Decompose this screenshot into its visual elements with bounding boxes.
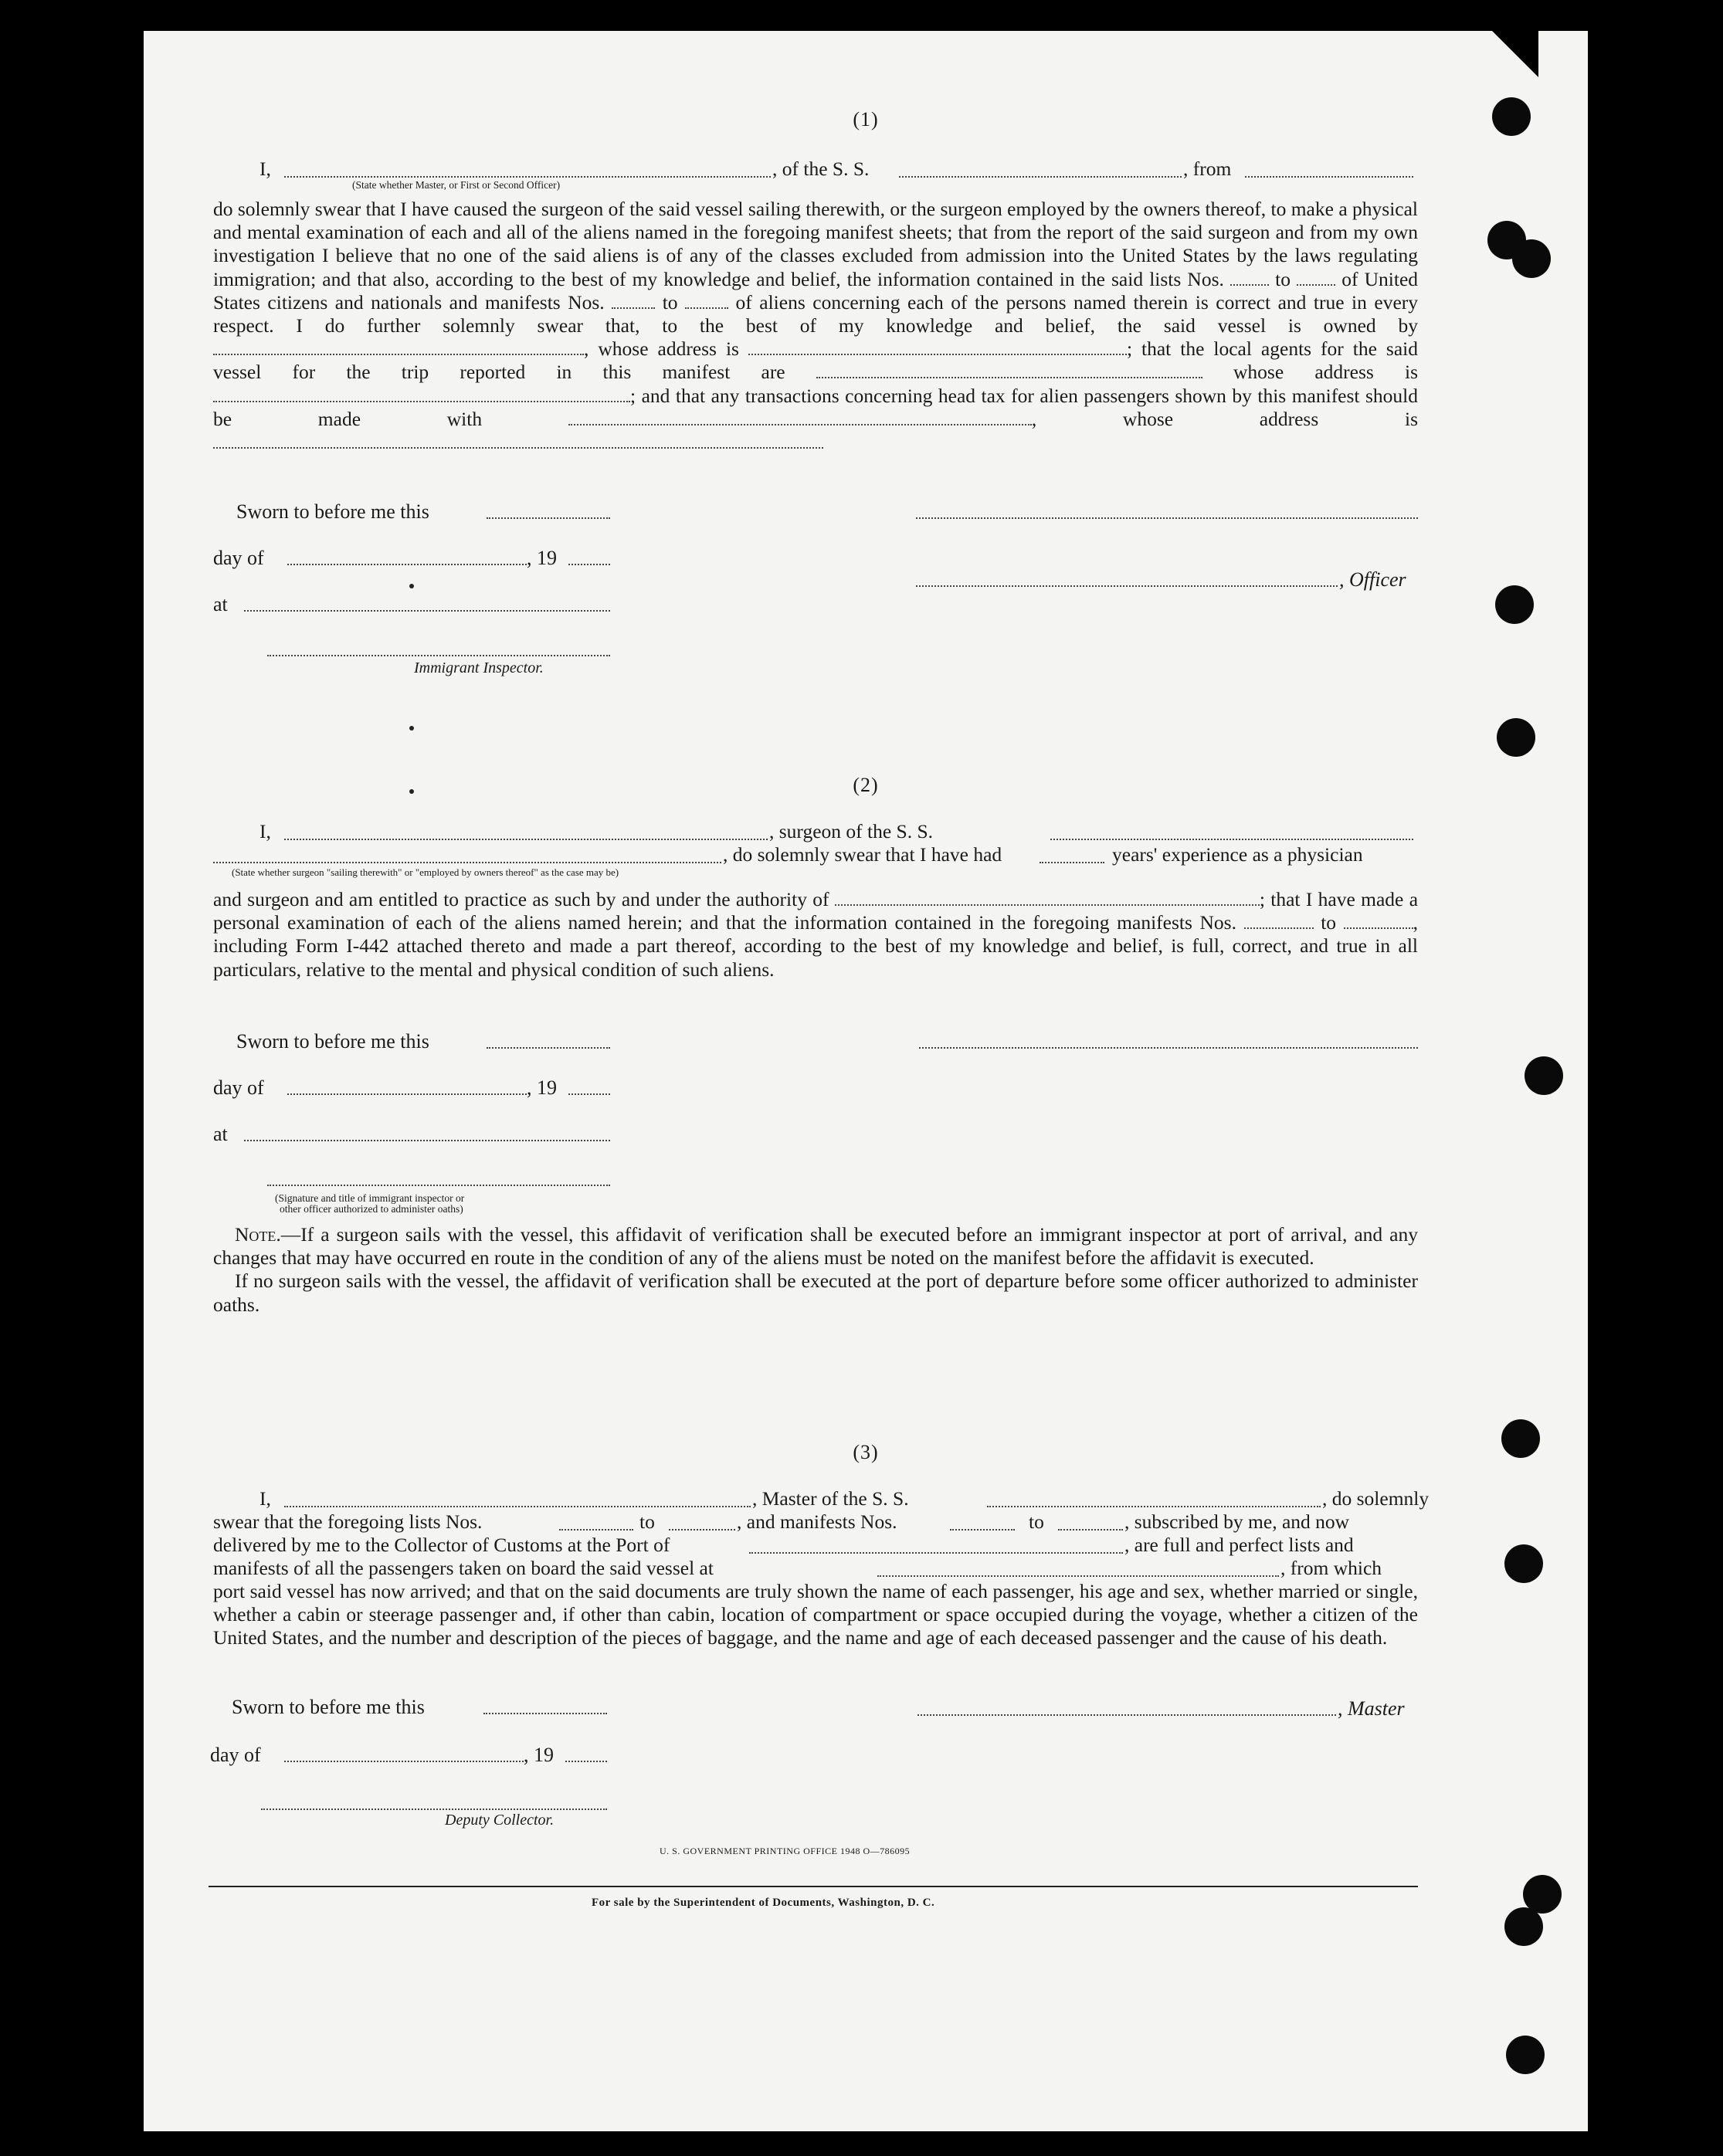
punch-hole <box>1504 1907 1543 1946</box>
s3-day-of: day of <box>210 1744 261 1766</box>
from-port-field[interactable] <box>1245 162 1413 178</box>
s3-body <box>213 1580 1418 1650</box>
s3-from-which: , from which <box>1280 1557 1382 1579</box>
s1-inspector-label: Immigrant Inspector. <box>414 659 544 676</box>
s3-do-solemnly: , do solemnly <box>1322 1487 1430 1510</box>
officer-title-note: (State whether Master, or First or Second Officer) <box>352 179 561 191</box>
note-text-2: If no surgeon sails with the vessel, the affidavit of verification shall be executed at the port of departure before some officer authorized to administer oaths. <box>213 1270 1418 1316</box>
note-label: Note. <box>235 1223 281 1246</box>
surgeon-status-field[interactable] <box>213 848 721 863</box>
s1-to2: to <box>662 290 678 314</box>
s1-from: , from <box>1183 158 1232 180</box>
s3-and-manifests: , and manifests Nos. <box>737 1510 897 1533</box>
torn-corner <box>1492 31 1538 77</box>
for-sale-note: For sale by the Superintendent of Documents, Washington, D. C. <box>592 1897 935 1909</box>
head-tax-agent-field[interactable] <box>568 410 1032 425</box>
s2-year: , 19 <box>527 1076 557 1099</box>
s2-inspector-signature[interactable] <box>267 1185 610 1186</box>
s1-month-field[interactable] <box>287 564 527 565</box>
officer-title-field[interactable] <box>284 162 771 178</box>
surgeon-status-note: (State whether surgeon "sailing therewith" or "employed by owners thereof" as the case may be) <box>232 866 619 878</box>
s3-subscribed: , subscribed by me, and now <box>1124 1510 1350 1533</box>
vessel-name-field[interactable] <box>899 162 1182 178</box>
s3-delivered: delivered by me to the Collector of Customs at the Port of <box>213 1534 670 1556</box>
form-page <box>144 31 1588 2131</box>
s1-to1: to <box>1275 267 1291 290</box>
s2-body-a: and surgeon and am entitled to practice as such by and under the authority of <box>213 888 829 910</box>
s3-manifests-all: manifests of all the passengers taken on board the said vessel at <box>213 1557 714 1579</box>
s2-to: to <box>1321 911 1337 934</box>
manifests-to-field[interactable] <box>685 293 728 309</box>
s1-sworn: Sworn to before me this <box>236 500 429 523</box>
s1-at-field[interactable] <box>244 610 610 612</box>
s1-whose-address2: , whose address is <box>1031 407 1419 430</box>
s2-i: I, <box>259 820 271 842</box>
s2-surgeon-of: , surgeon of the S. S. <box>769 820 934 842</box>
s1-body-b: of United States citizens and nationals and manifests Nos. <box>213 267 1419 314</box>
s2-year-field[interactable] <box>568 1093 610 1095</box>
master-name-field[interactable] <box>284 1492 751 1507</box>
agents-address-field[interactable] <box>213 387 630 402</box>
s3-master-of: , Master of the S. S. <box>752 1487 909 1510</box>
section-3-number: (3) <box>853 1441 879 1463</box>
s1-year-field[interactable] <box>568 564 610 565</box>
s2-at-field[interactable] <box>244 1140 610 1141</box>
punch-hole <box>1525 1056 1563 1095</box>
s3-are-full: , are full and perfect lists and <box>1124 1534 1354 1556</box>
s2-at: at <box>213 1123 228 1145</box>
s3-lists-to-field[interactable] <box>669 1515 735 1531</box>
speck <box>409 584 414 588</box>
authority-field[interactable] <box>835 890 1260 906</box>
s1-of-ss: , of the S. S. <box>772 158 870 180</box>
s3-manifests-from-field[interactable] <box>950 1515 1015 1531</box>
s2-manifests-from-field[interactable] <box>1244 914 1314 929</box>
s3-lists-from-field[interactable] <box>559 1515 633 1531</box>
s2-body-b: that I have made a personal examination of each of the aliens named herein; and that the information contained in the foregoing manifests Nos. <box>213 888 1419 934</box>
s1-sworn-day-field[interactable] <box>487 517 610 519</box>
s3-master-label: , Master <box>1338 1697 1405 1720</box>
s1-body-e: ; and that any transactions concerning head tax for alien passengers shown by this manifest should be made with <box>213 384 1418 430</box>
s2-years: years' experience as a physician <box>1112 843 1363 866</box>
s3-i: I, <box>259 1487 271 1510</box>
s2-manifests-to-field[interactable] <box>1344 914 1413 929</box>
s2-day-of: day of <box>213 1076 264 1099</box>
s3-body-text: port said vessel has now arrived; and that on the said documents are truly shown the name of each passenger, his age and sex, whether married or single, whether a cabin or steerage passenger and, if other than cabin, location of compartment or space occupied during the voyage, whether a citizen of the United States, and the number and description of the pieces of baggage, and the name and age of each deceased passenger and the cause of his death. <box>213 1580 1418 1649</box>
punch-hole <box>1495 585 1534 624</box>
s3-to1: to <box>639 1510 655 1533</box>
s3-deputy-label: Deputy Collector. <box>445 1812 555 1829</box>
s3-swear: swear that the foregoing lists Nos. <box>213 1510 483 1533</box>
s1-whose-address-is: whose address is <box>1233 361 1419 384</box>
s2-month-field[interactable] <box>287 1093 527 1095</box>
lists-to-field[interactable] <box>1297 270 1335 286</box>
s3-to2: to <box>1029 1510 1044 1533</box>
s2-vessel-field[interactable] <box>1050 825 1413 840</box>
s2-sworn: Sworn to before me this <box>236 1030 429 1053</box>
s1-officer-label: , Officer <box>1339 568 1406 591</box>
s3-deputy-signature[interactable] <box>261 1809 607 1810</box>
manifests-from-field[interactable] <box>612 293 655 309</box>
s2-do-solemnly: , do solemnly swear that I have had <box>723 843 1002 866</box>
s1-year: , 19 <box>527 547 557 569</box>
note-text: —If a surgeon sails with the vessel, this affidavit of verification shall be executed before an immigrant inspector at port of arrival, and any changes that may have occurred en route in the condition of any of the aliens must be noted on the manifest before the affidavit is executed. <box>213 1223 1418 1270</box>
punch-hole <box>1497 718 1535 757</box>
s2-note <box>213 1223 1418 1317</box>
s1-inspector-signature[interactable] <box>267 655 610 656</box>
s2-sig-note-2: other officer authorized to administer oaths) <box>280 1203 463 1215</box>
years-experience-field[interactable] <box>1040 848 1104 863</box>
s1-whose-address: , whose address is <box>584 337 739 361</box>
s1-i: I, <box>259 158 271 180</box>
owner-field[interactable] <box>213 340 584 355</box>
s3-sworn-day-field[interactable] <box>483 1713 607 1714</box>
s1-body-d: that the local agents for the said vessel for the trip reported in this manifest are <box>213 337 1418 384</box>
s1-officer-signature[interactable] <box>916 585 1338 587</box>
section-1-number: (1) <box>853 108 879 131</box>
agents-field[interactable] <box>816 363 1202 378</box>
s1-body-a: do solemnly swear that I have caused the surgeon of the said vessel sailing therewith, or the surgeon employed by the owners thereof, to make a physical and mental examination of each and all of the aliens named in the foregoing manifest sheets; that from the report of the said surgeon and from my own investigation I believe that no one of the said aliens is of any of the classes excluded from admission into the United States by the laws regulating immigration; and that also, according to the best of my knowledge and belief, the information contained in the said lists Nos. <box>213 198 1418 290</box>
s1-officer-signature-top[interactable] <box>916 517 1418 519</box>
s1-body: do solemnly swear that I have caused the surgeon of the said vessel sailing therewith, or the surgeon employed by the owners thereof, to make a physical and mental examination of each and all of the aliens named in the foregoing manifest sheets; that from the report of the said surgeon and from my own investigation I believe that no one of the said aliens is of any of the classes excluded from admission into the United States by the laws regulating immigration; and that also, according to the best of my knowledge and belief, the information contained in the said lists Nos. to of United States citizens and nationals and manifests Nos. to of aliens concerning each of the persons named therein is correct and true in every respect. I do further solemnly swear that, to the best of my knowledge and belief, the said vessel is owned by , whose address is ; that the local agents for the said vessel for the trip reported in this manifest are whose address is ; and that any transactions concerning head tax for alien passengers shown by this manifest should be made with , whose address is <box>213 198 1418 454</box>
s3-sworn: Sworn to before me this <box>232 1696 425 1718</box>
s1-day-of: day of <box>213 547 264 569</box>
head-tax-address-field[interactable] <box>213 433 823 449</box>
s1-body-c: of aliens concerning each of the persons named therein is correct and true in every respect. I do further solemnly swear that, to the best of my knowledge and belief, the said vessel is owned by <box>213 290 1419 337</box>
punch-hole <box>1512 239 1551 278</box>
punch-hole <box>1504 1544 1543 1583</box>
s3-master-signature[interactable] <box>917 1714 1336 1716</box>
owner-address-field[interactable] <box>748 340 1127 355</box>
s3-vessel-field[interactable] <box>987 1492 1321 1507</box>
s1-at: at <box>213 593 228 615</box>
printing-office: U. S. GOVERNMENT PRINTING OFFICE 1948 O—786095 <box>660 1846 911 1856</box>
port-of-embarkation-field[interactable] <box>877 1561 1279 1577</box>
s3-month-field[interactable] <box>284 1761 524 1762</box>
s2-body-c: , including Form I-442 attached thereto and made a part thereof, according to the best of my knowledge and belief, is full, correct, and true in all particulars, relative to the mental and physical condition of such aliens. <box>213 911 1419 981</box>
surgeon-name-field[interactable] <box>284 825 768 840</box>
section-2-number: (2) <box>853 774 879 796</box>
s3-manifests-to-field[interactable] <box>1058 1515 1123 1531</box>
s2-surgeon-signature[interactable] <box>919 1047 1418 1049</box>
s2-body: and surgeon and am entitled to practice as such by and under the authority of ; that I have made a personal examination of each of the aliens named herein; and that the information contained in the foregoing manifests Nos. to , including Form I-442 attached thereto and made a part thereof, according to the best of my knowledge and belief, is full, correct, and true in all particulars, relative to the mental and physical condition of such aliens. <box>213 888 1419 981</box>
s3-year-field[interactable] <box>565 1761 607 1762</box>
s3-year: , 19 <box>524 1744 554 1766</box>
s2-sworn-day-field[interactable] <box>487 1047 610 1049</box>
footer-rule <box>209 1886 1418 1887</box>
speck <box>409 726 414 731</box>
punch-hole <box>1506 2036 1545 2074</box>
port-field[interactable] <box>749 1538 1123 1554</box>
s2-sig-note-1: (Signature and title of immigrant inspector or <box>275 1192 465 1204</box>
lists-from-field[interactable] <box>1230 270 1269 286</box>
